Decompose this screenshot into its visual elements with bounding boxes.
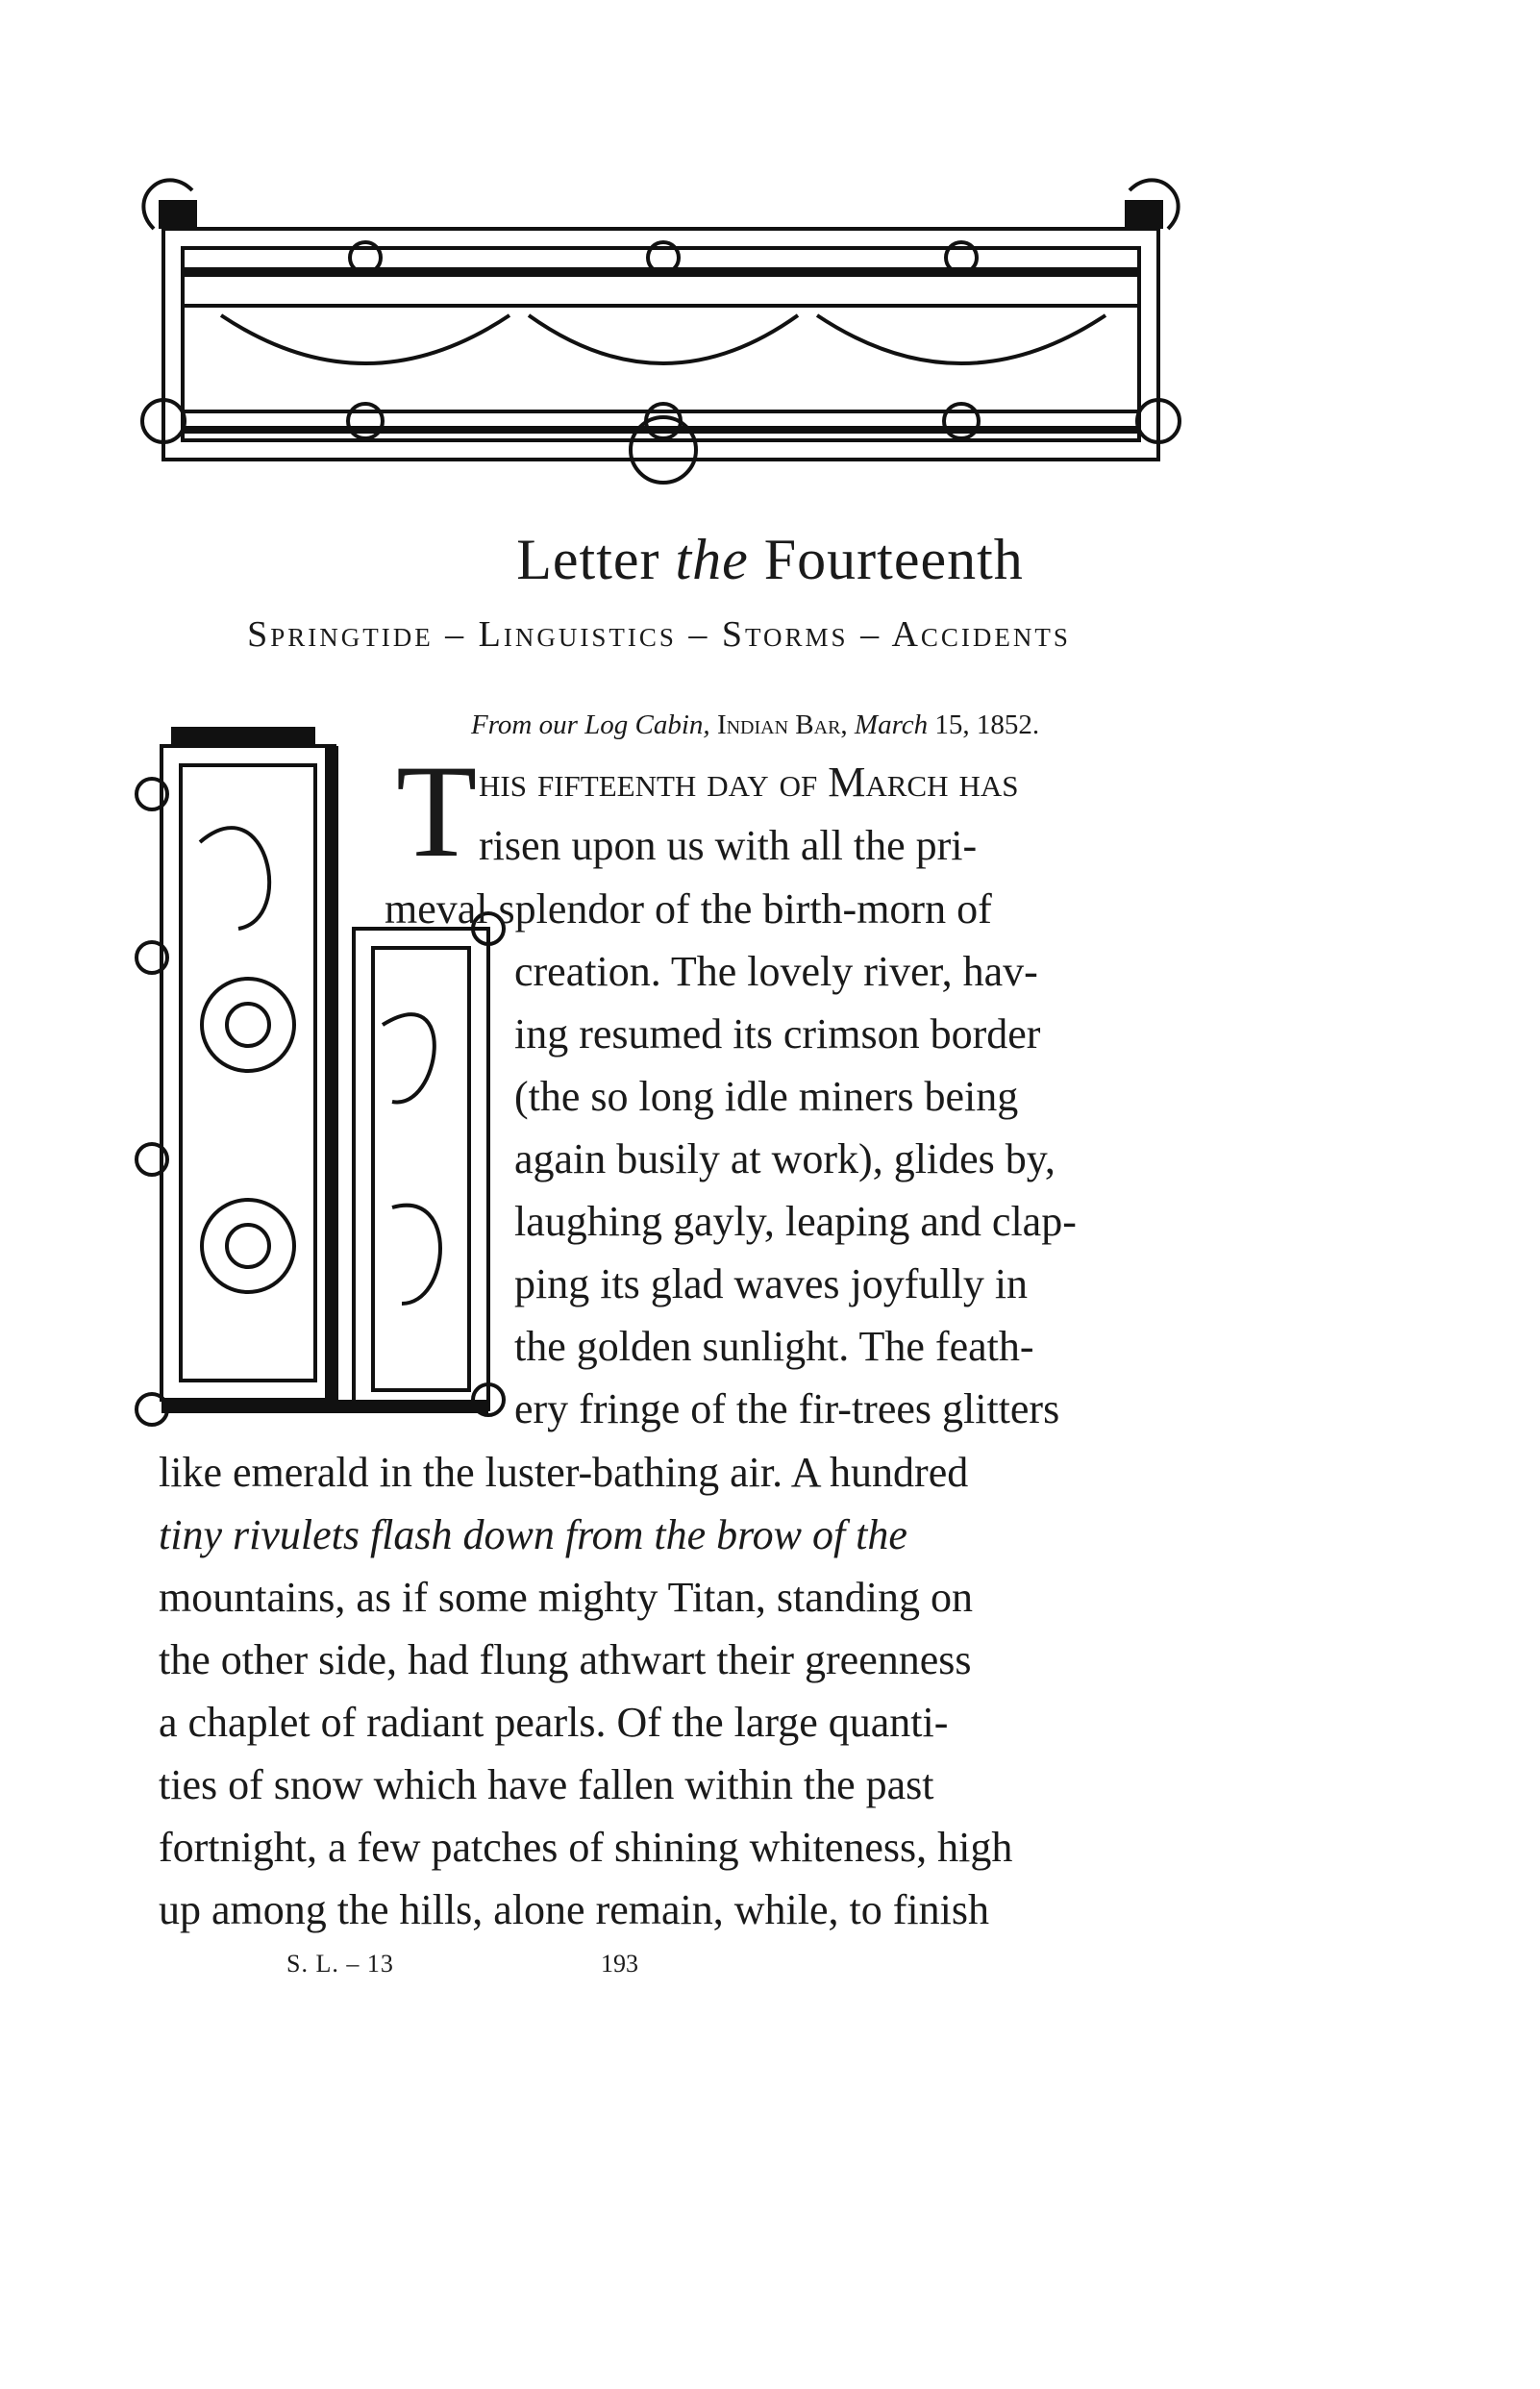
text-line: ery fringe of the fir-trees glitters: [514, 1385, 1060, 1432]
chapter-title-post: Fourteenth: [763, 528, 1024, 591]
chapter-title-italic: the: [675, 528, 749, 591]
text-line: like emerald in the luster-bathing air. A hundred: [159, 1449, 969, 1496]
text-line: his fifteenth day of March has: [479, 759, 1019, 806]
text-line: the other side, had flung athwart their greenness: [159, 1636, 972, 1683]
text-line: a chaplet of radiant pearls. Of the large quanti-: [159, 1699, 949, 1746]
header-ornament: [125, 162, 1197, 508]
dateline-place: Indian Bar,: [716, 709, 848, 740]
dateline-date: 15, 1852.: [934, 709, 1040, 740]
text-line: ing resumed its crimson border: [514, 1010, 1041, 1058]
chapter-title-pre: Letter: [516, 528, 660, 591]
text-line: mountains, as if some mighty Titan, standing on: [159, 1574, 974, 1621]
text-line: the golden sunlight. The feath-: [514, 1323, 1034, 1370]
text-line: again busily at work), glides by,: [514, 1135, 1056, 1182]
text-line: (the so long idle miners being: [514, 1073, 1019, 1120]
page-number: 193: [601, 1950, 638, 1978]
dateline-month: March: [854, 709, 929, 740]
text-line: ping its glad waves joyfully in: [514, 1260, 1029, 1307]
chapter-title: [0, 527, 1540, 593]
text-line: laughing gayly, leaping and clap-: [514, 1198, 1077, 1245]
chapter-subtitle: Springtide – Linguistics – Storms – Accidents: [247, 614, 1071, 655]
text-line: tiny rivulets flash down from the brow of the: [159, 1511, 907, 1558]
dateline-from: From our Log Cabin,: [471, 709, 710, 740]
text-line: risen upon us with all the pri-: [479, 822, 978, 869]
drop-cap: T: [396, 737, 478, 884]
signature-mark: S. L. – 13: [286, 1950, 394, 1978]
text-line: meval splendor of the birth-morn of: [385, 885, 992, 933]
text-line: up among the hills, alone remain, while, to finish: [159, 1886, 989, 1933]
text-line: creation. The lovely river, hav-: [514, 948, 1038, 995]
dateline: [471, 709, 1155, 741]
text-line: ties of snow which have fallen within the past: [159, 1761, 934, 1808]
text-line: fortnight, a few patches of shining whiteness, high: [159, 1824, 1013, 1871]
